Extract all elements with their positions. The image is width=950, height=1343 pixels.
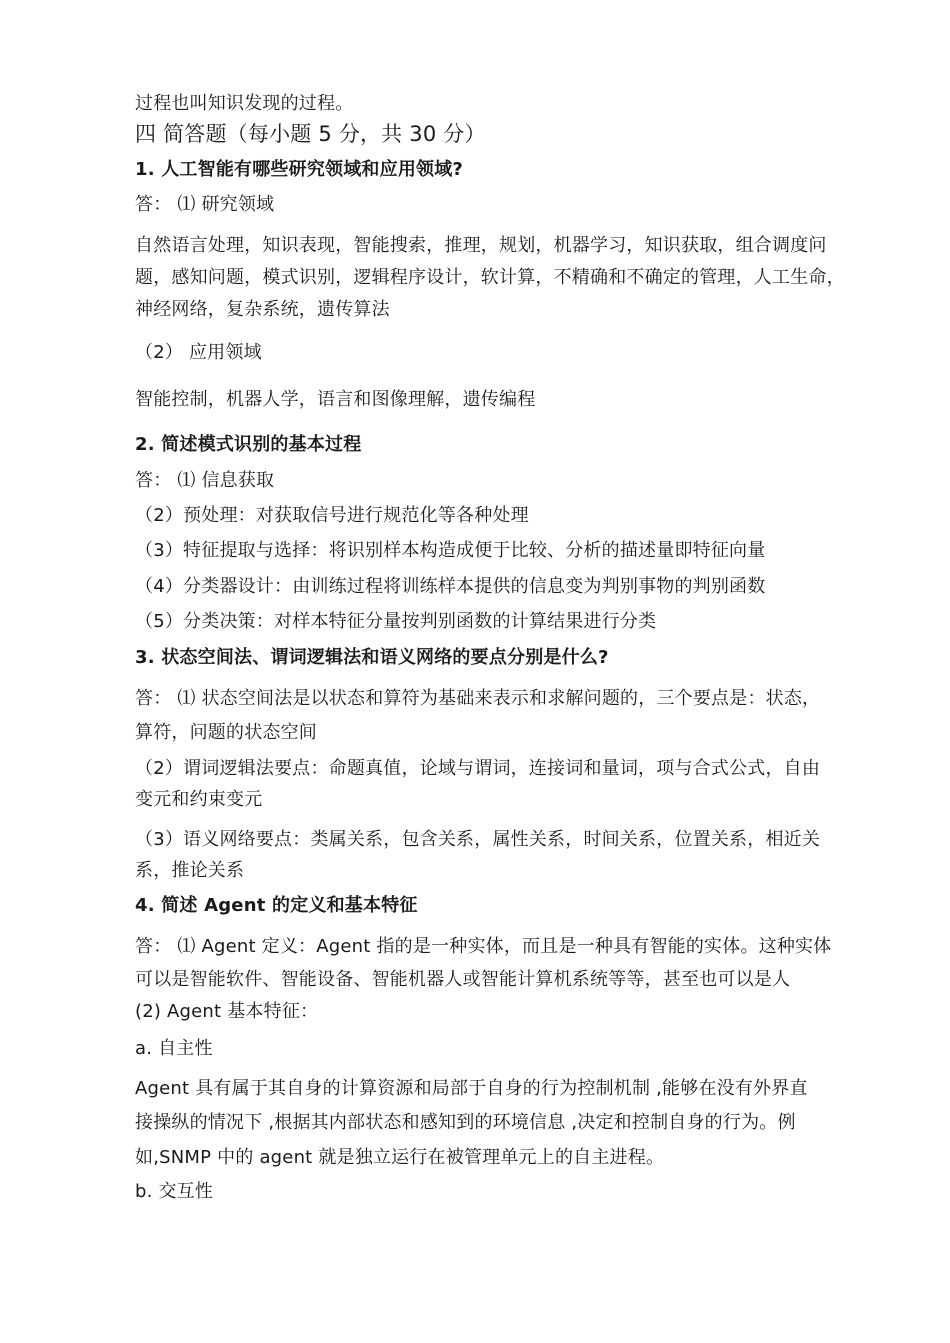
text-line: 算符，问题的状态空间 <box>135 722 317 743</box>
text-line: 过程也叫知识发现的过程。 <box>135 93 354 114</box>
question-title: 1. 人工智能有哪些研究领域和应用领域? <box>135 159 464 180</box>
text-line: Agent 具有属于其自身的计算资源和局部于自身的行为控制机制 ,能够在没有外界直 <box>135 1078 808 1099</box>
text-line: （5）分类决策：对样本特征分量按判别函数的计算结果进行分类 <box>135 611 657 632</box>
text-line: （3）语义网络要点：类属关系，包含关系，属性关系，时间关系，位置关系，相近关 <box>135 829 821 850</box>
text-line: （2） 应用领域 <box>135 342 262 363</box>
text-line: 智能控制，机器人学，语言和图像理解，遗传编程 <box>135 389 536 410</box>
answer-line: 答： ⑴ 状态空间法是以状态和算符为基础来表示和求解问题的，三个要点是：状态， <box>135 688 821 709</box>
text-line: 接操纵的情况下 ,根据其内部状态和感知到的环境信息 ,决定和控制自身的行为。例 <box>135 1112 796 1133</box>
text-line: 题，感知问题，模式识别，逻辑程序设计，软计算，不精确和不确定的管理，人工生命， <box>135 267 845 288</box>
text-line: （3）特征提取与选择：将识别样本构造成便于比较、分析的描述量即特征向量 <box>135 540 766 561</box>
text-line: 系，推论关系 <box>135 860 245 881</box>
answer-line: 答： ⑴ Agent 定义：Agent 指的是一种实体，而且是一种具有智能的实体。这种实体 <box>135 936 832 957</box>
text-line: 自然语言处理，知识表现，智能搜索，推理，规划，机器学习，知识获取，组合调度问 <box>135 235 827 256</box>
question-title: 2. 简述模式识别的基本过程 <box>135 434 362 455</box>
text-line: 变元和约束变元 <box>135 789 263 810</box>
text-line: 神经网络，复杂系统，遗传算法 <box>135 299 390 320</box>
text-line: 可以是智能软件、智能设备、智能机器人或智能计算机系统等等，甚至也可以是人 <box>135 969 791 990</box>
text-line: （4）分类器设计：由训练过程将训练样本提供的信息变为判别事物的判别函数 <box>135 576 766 597</box>
text-line: b. 交互性 <box>135 1181 214 1202</box>
section-title: 四 简答题（每小题 5 分，共 30 分） <box>135 122 486 146</box>
text-line: 如,SNMP 中的 agent 就是独立运行在被管理单元上的自主进程。 <box>135 1147 665 1168</box>
question-title: 4. 简述 Agent 的定义和基本特征 <box>135 895 418 916</box>
text-line: （2）谓词逻辑法要点：命题真值，论域与谓词，连接词和量词，项与合式公式，自由 <box>135 758 821 779</box>
text-line: (2) Agent 基本特征： <box>135 1001 319 1022</box>
text-line: （2）预处理：对获取信号进行规范化等各种处理 <box>135 505 529 526</box>
question-title: 3. 状态空间法、谓词逻辑法和语义网络的要点分别是什么? <box>135 647 609 668</box>
answer-line: 答： ⑴ 信息获取 <box>135 470 275 491</box>
answer-line: 答： ⑴ 研究领域 <box>135 194 275 215</box>
text-line: a. 自主性 <box>135 1038 213 1059</box>
